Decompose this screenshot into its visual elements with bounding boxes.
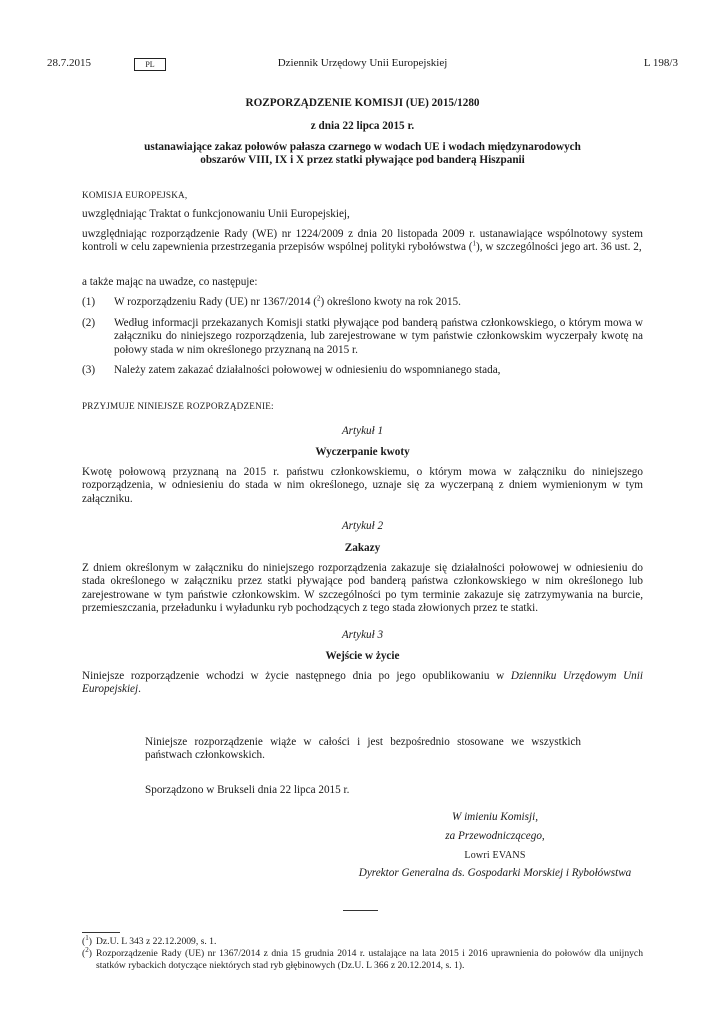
page-number: L 198/3 [643, 57, 678, 69]
page-header [47, 57, 678, 73]
article-2-label: Artykuł 2 [341, 520, 384, 532]
article-3-label: Artykuł 3 [341, 629, 384, 641]
journal-name-italic: Dzienniku Urzędowym Unii Europejskiej [82, 670, 643, 696]
recital-text: Według informacji przekazanych Komisji statki pływające pod banderą państwa członkowskiego, o którym mowa w załączniku do niniejszego rozporządzenia, lub zarejestrowane w tym państwie członkowskim wyczerpały kwotę na połowy stada w nim określonego przyznaną na 2015 r. [114, 317, 643, 356]
binding-statement: Niniejsze rozporządzenie wiąże w całości i jest bezpośrednio stosowane we wszystkich państwach członkowskich. [145, 736, 581, 762]
footnote-text: Dz.U. L 343 z 22.12.2009, s. 1. [96, 936, 217, 947]
article-3-text: Niniejsze rozporządzenie wchodzi w życie następnego dnia po jego opublikowaniu w Dzienniku Urzędowym Unii Europejskiej. [82, 670, 643, 696]
article-3-heading: Wejście w życie [325, 650, 400, 662]
regulation-subject-line-1: ustanawiające zakaz połowów pałasza czarnego w wodach UE i wodach międzynarodowych [144, 141, 581, 153]
preamble-treaty: uwzględniając Traktat o funkcjonowaniu Unii Europejskiej, [82, 208, 350, 220]
footnote-text: Rozporządzenie Rady (UE) nr 1367/2014 z dnia 15 grudnia 2014 r. ustalające na lata 2015 i 2016 uprawnienia do połowów dla unijnych statków rybackich dotyczące niektórych stad ryb głębinowych (Dz.U. L 366 z 20.12.2014, s. 1). [96, 948, 643, 971]
regulation-title: ROZPORZĄDZENIE KOMISJI (UE) 2015/1280 [245, 97, 480, 109]
preamble-regulation: uwzględniając rozporządzenie Rady (WE) nr 1224/2009 z dnia 20 listopada 2009 r. ustanawiające wspólnotowy system kontroli w celu zapewnienia przestrzegania przepisów wspólnej polityki rybołówstwa ($^1$), w szczególności jego art. 36 ust. 2, [82, 228, 643, 254]
footnote-ref-1[interactable]: 1 [472, 239, 477, 248]
recital-text: Należy zatem zakazać działalności połowowej w odniesieniu do wspomnianego stada, [114, 364, 501, 376]
publication-date: 28.7.2015 [47, 57, 91, 69]
footnote-number: ($^2$) [82, 945, 92, 959]
article-1-label: Artykuł 1 [341, 425, 384, 437]
recital-number: (3) [82, 364, 96, 376]
regulation-subject-line-2: obszarów VIII, IX i X przez statki pływające pod banderą Hiszpanii [200, 154, 525, 166]
article-1-heading: Wyczerpanie kwoty [315, 446, 410, 458]
article-2-heading: Zakazy [344, 542, 381, 554]
recital-number: (2) [82, 317, 96, 329]
signature-for-president: za Przewodniczącego, [445, 830, 545, 842]
signatory-name: Lowri EVANS [464, 850, 526, 861]
article-1-text: Kwotę połowową przyznaną na 2015 r. państwu członkowskiemu, o którym mowa w załączniku do niniejszego rozporządzenia, w odniesieniu do stada w nim określonego, uznaje się za wyczerpaną z dniem wymienionym w tym załączniku. [82, 466, 643, 505]
done-at: Sporządzono w Brukseli dnia 22 lipca 2015 r. [145, 784, 350, 796]
adopts-heading: PRZYJMUJE NINIEJSZE ROZPORZĄDZENIE: [82, 401, 274, 411]
recital-text: W rozporządzeniu Rady (UE) nr 1367/2014 ($^2$) określono kwoty na rok 2015. [114, 294, 461, 308]
signatory-title: Dyrektor Generalna ds. Gospodarki Morskiej i Rybołówstwa [358, 867, 632, 879]
language-badge: PL [134, 58, 166, 71]
end-separator [343, 910, 378, 911]
article-2-text: Z dniem określonym w załączniku do niniejszego rozporządzenia zakazuje się działalności połowowej w odniesieniu do stada określonego w załączniku przez statki pływające pod banderą państwa członkowskiego w nim określonego lub zarejestrowane w tym państwie członkowskim. W szczególności po tym terminie zakazuje się zatrzymywania na burcie, przemieszczania, przeładunku i wyładunku ryb pochodzących z tego stada złowionych przez te statki. [82, 562, 643, 615]
footnote-ref-2[interactable]: 2 [316, 294, 321, 303]
regulation-date: z dnia 22 lipca 2015 r. [310, 120, 415, 132]
commission-heading: KOMISJA EUROPEJSKA, [82, 190, 188, 200]
journal-title: Dziennik Urzędowy Unii Europejskiej [277, 57, 448, 69]
footnote-number: ($^1$) [82, 933, 92, 947]
preamble-whereas: a także mając na uwadze, co następuje: [82, 276, 258, 288]
recital-number: (1) [82, 296, 96, 308]
signature-on-behalf: W imieniu Komisji, [451, 811, 539, 823]
